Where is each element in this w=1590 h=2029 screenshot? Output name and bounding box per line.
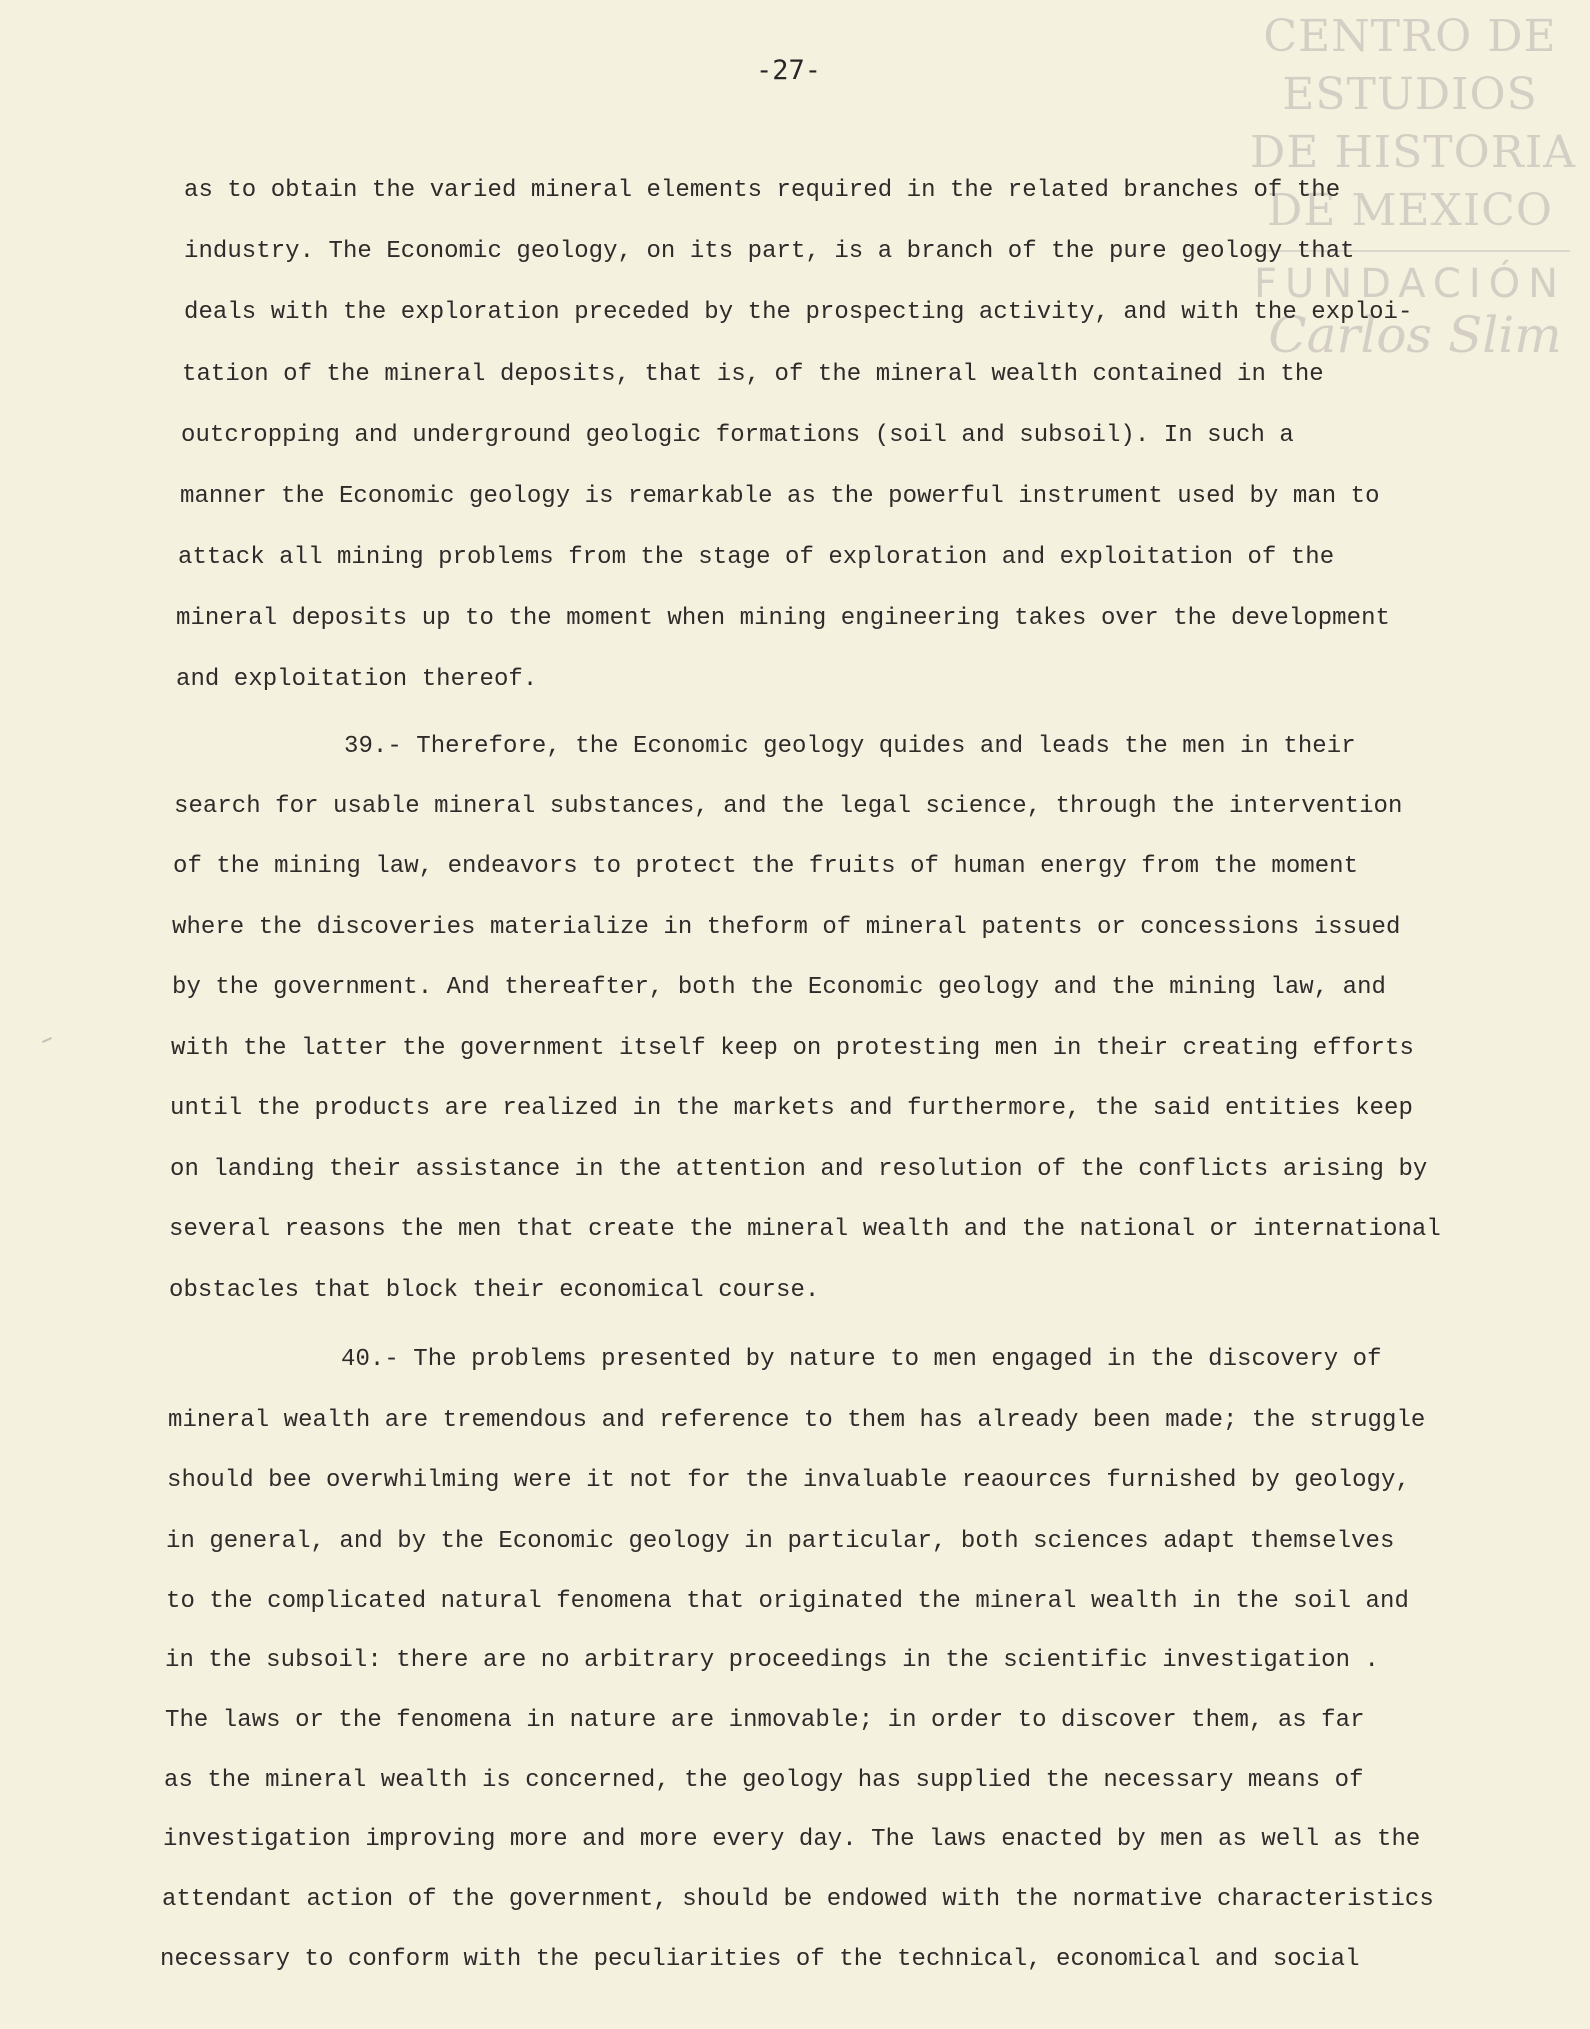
body-line: The laws or the fenomena in nature are inmovable; in order to discover them, as far <box>165 1707 1365 1734</box>
body-line: outcropping and underground geologic formations (soil and subsoil). In such a <box>181 422 1294 449</box>
body-line: mineral wealth are tremendous and reference to them has already been made; the struggle <box>168 1407 1426 1434</box>
body-line: of the mining law, endeavors to protect the fruits of human energy from the moment <box>173 853 1359 880</box>
body-line: 40.- The problems presented by nature to men engaged in the discovery of <box>341 1346 1382 1373</box>
body-line: investigation improving more and more every day. The laws enacted by men as well as the <box>163 1826 1421 1853</box>
body-line: deals with the exploration preceded by the prospecting activity, and with the exploi- <box>184 299 1413 326</box>
body-line: search for usable mineral substances, and the legal science, through the intervention <box>174 793 1403 820</box>
body-line: necessary to conform with the peculiarities of the technical, economical and social <box>160 1946 1360 1973</box>
watermark-line-2: ESTUDIOS <box>1282 69 1538 120</box>
body-line: where the discoveries materialize in theform of mineral patents or concessions issued <box>172 914 1401 941</box>
body-line: obstacles that block their economical course. <box>169 1277 820 1304</box>
body-line: several reasons the men that create the mineral wealth and the national or international <box>169 1216 1441 1243</box>
body-line: in the subsoil: there are no arbitrary proceedings in the scientific investigation . <box>165 1647 1379 1674</box>
watermark-line-3: DE HISTORIA <box>1250 127 1576 178</box>
body-line: industry. The Economic geology, on its part, is a branch of the pure geology that <box>184 238 1355 265</box>
body-line: mineral deposits up to the moment when mining engineering takes over the development <box>176 605 1390 632</box>
body-line: in general, and by the Economic geology in particular, both sciences adapt themselves <box>166 1528 1395 1555</box>
body-line: 39.- Therefore, the Economic geology quides and leads the men in their <box>344 733 1356 760</box>
body-line: as to obtain the varied mineral elements required in the related branches of the <box>184 177 1341 204</box>
body-line: until the products are realized in the markets and furthermore, the said entities keep <box>170 1095 1413 1122</box>
body-line: attack all mining problems from the stage of exploration and exploitation of the <box>178 544 1335 571</box>
margin-mark <box>42 1037 52 1043</box>
body-line: as the mineral wealth is concerned, the geology has supplied the necessary means of <box>164 1767 1364 1794</box>
body-line: on landing their assistance in the attention and resolution of the conflicts arising by <box>170 1156 1428 1183</box>
watermark-signature: Carlos Slim <box>1268 306 1562 364</box>
page-number: -27- <box>756 55 822 86</box>
body-line: tation of the mineral deposits, that is, of the mineral wealth contained in the <box>182 361 1324 388</box>
body-line: attendant action of the government, should be endowed with the normative characteristics <box>162 1886 1434 1913</box>
body-line: should bee overwhilming were it not for the invaluable reaources furnished by geology, <box>167 1467 1410 1494</box>
body-line: to the complicated natural fenomena that originated the mineral wealth in the soil and <box>166 1588 1409 1615</box>
watermark-line-1: CENTRO DE <box>1263 11 1557 62</box>
watermark-foundation-label: FUNDACIÓN <box>1253 261 1567 307</box>
body-line: and exploitation thereof. <box>176 666 538 693</box>
body-line: with the latter the government itself keep on protesting men in their creating efforts <box>171 1035 1414 1062</box>
watermark-line-4: DE MEXICO <box>1267 185 1553 236</box>
body-line: by the government. And thereafter, both the Economic geology and the mining law, and <box>172 974 1386 1001</box>
body-line: manner the Economic geology is remarkable as the powerful instrument used by man to <box>180 483 1380 510</box>
